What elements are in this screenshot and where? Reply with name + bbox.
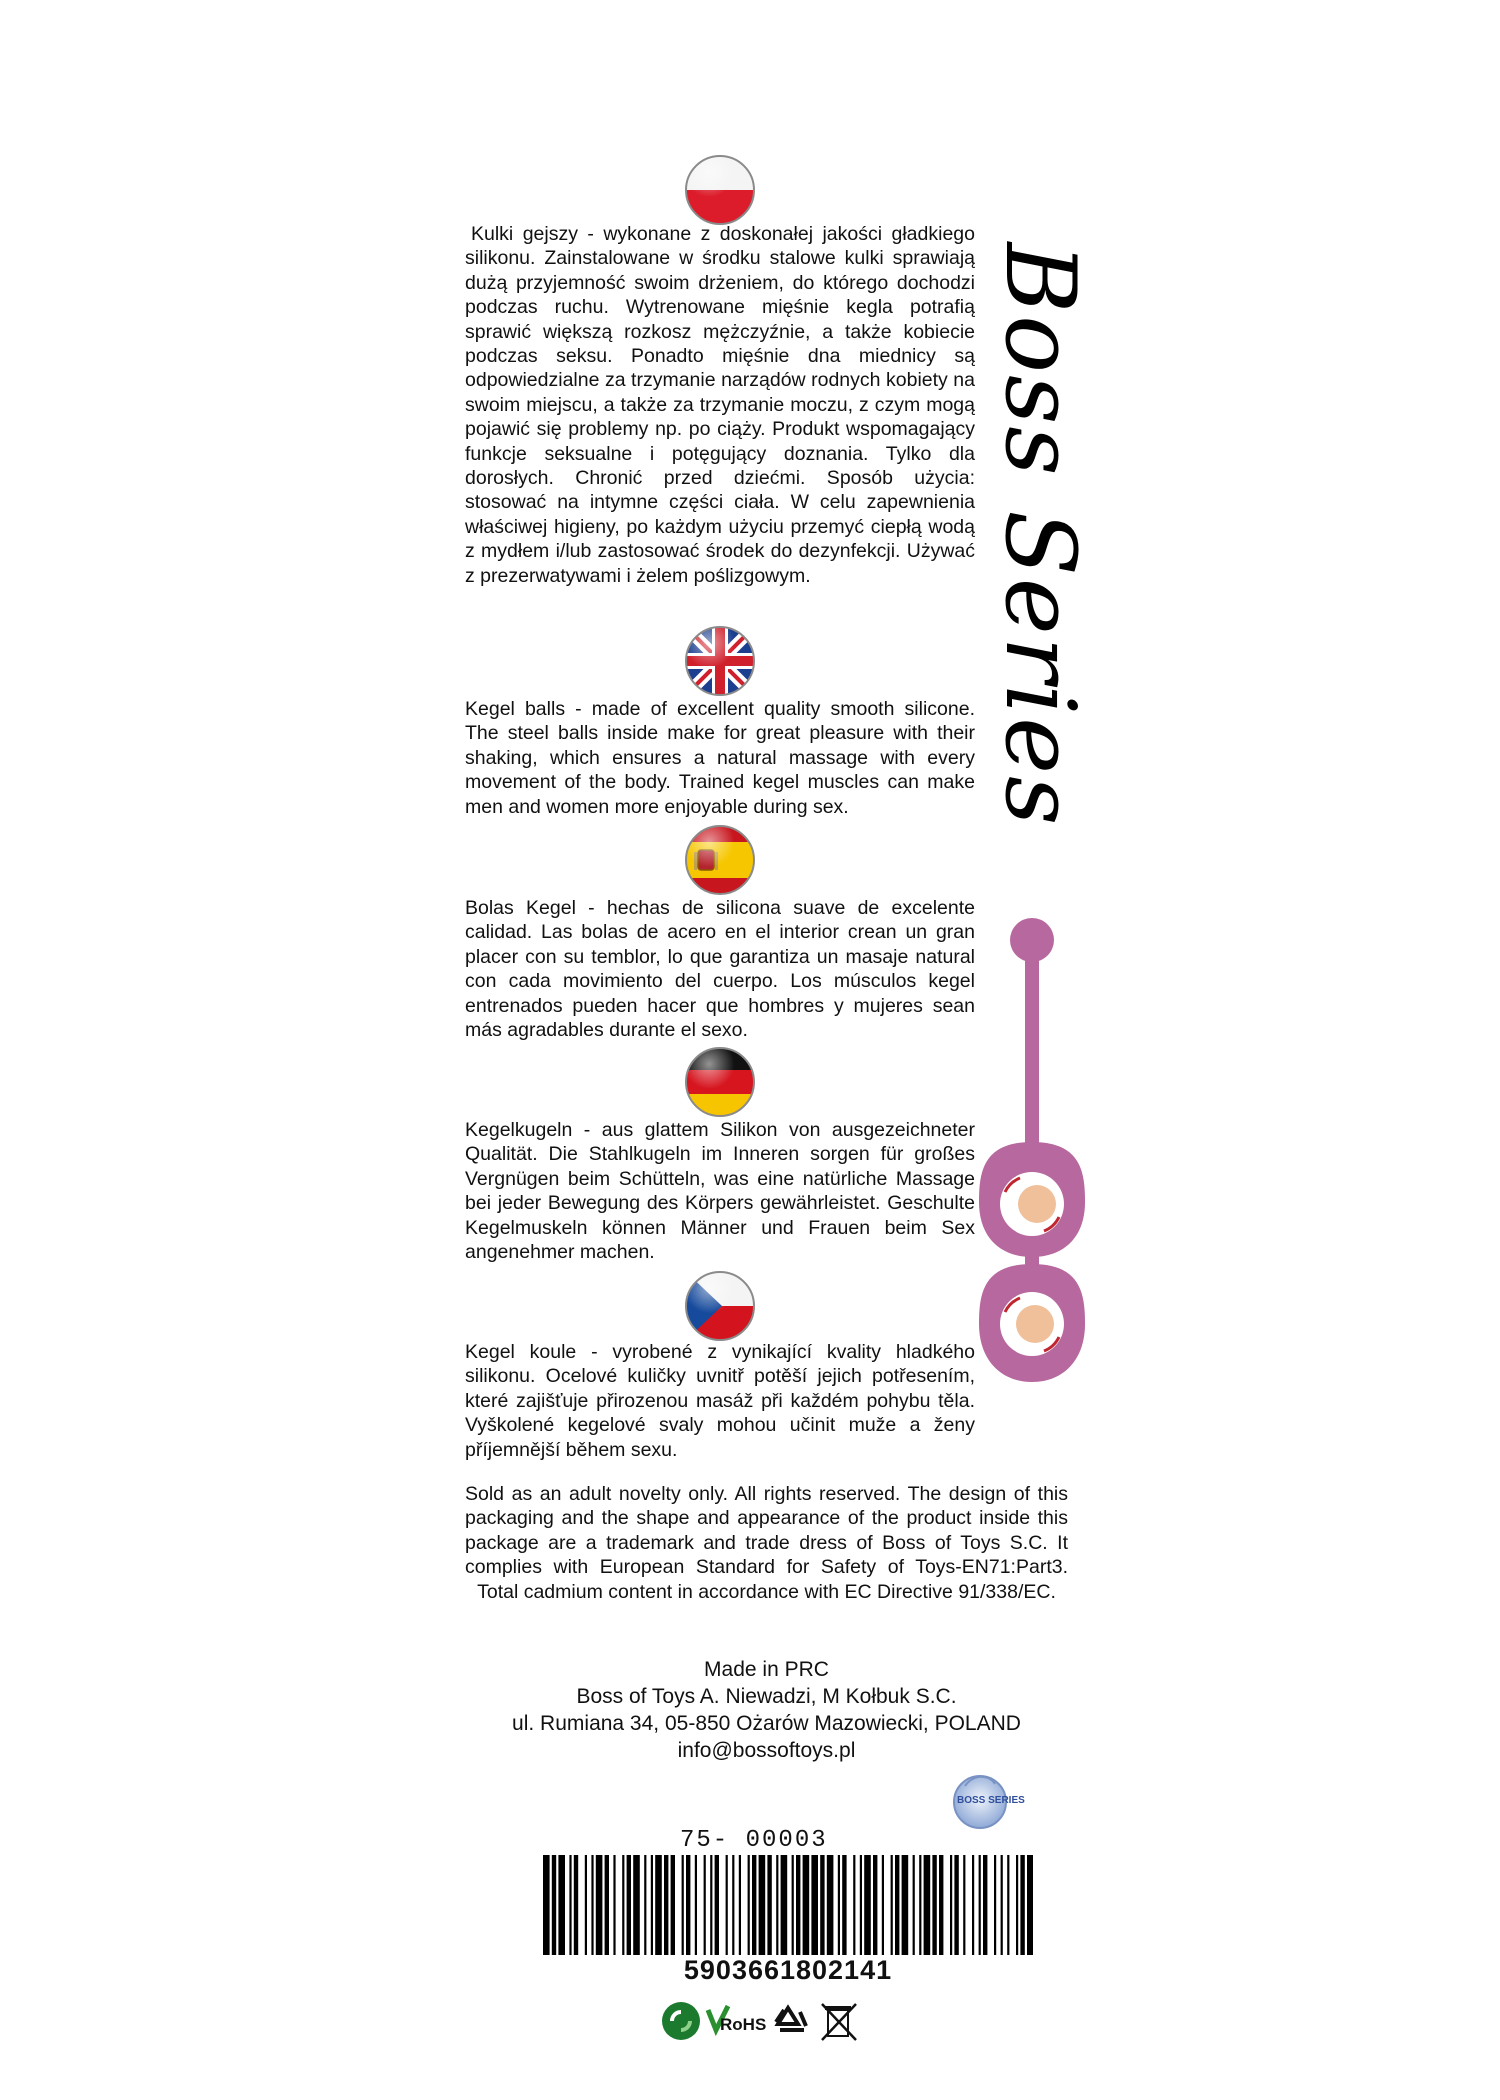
barcode-bar <box>710 1855 712 1955</box>
barcode-bar <box>569 1855 571 1955</box>
barcode-bar <box>671 1855 675 1955</box>
barcode-bar <box>853 1855 855 1955</box>
barcode-bar <box>950 1855 952 1955</box>
barcode-bar <box>1016 1855 1018 1955</box>
barcode-bar <box>591 1855 593 1955</box>
barcode-bar <box>748 1855 750 1955</box>
barcode-bar <box>682 1855 684 1955</box>
barcode-bar <box>972 1855 974 1955</box>
barcode-bar <box>704 1855 706 1955</box>
germany-flag-icon <box>684 1046 756 1118</box>
barcode-bar <box>994 1855 996 1955</box>
barcode-bar <box>827 1855 834 1955</box>
barcode-bar <box>605 1855 609 1955</box>
czech-description: Kegel koule - vyrobené z vynikající kvality hladkého silikonu. Ocelové kuličky uvnitř potěší jejich potřesením, které zajišťuje přirozenou masáž při každém pohybu těla. Vyškolené kegelové svaly mohou učinit muže a ženy příjemnější během sexu. <box>465 1341 975 1461</box>
barcode-bar <box>585 1855 587 1955</box>
green-dot-icon <box>662 2002 700 2040</box>
barcode-bar <box>715 1855 719 1955</box>
barcode-bar <box>796 1855 800 1955</box>
spain-flag-icon <box>684 824 756 896</box>
barcode-bar <box>726 1855 728 1955</box>
barcode-bar <box>732 1855 734 1955</box>
barcode-bar <box>919 1855 921 1955</box>
barcode-bar <box>803 1855 810 1955</box>
barcode-bar <box>902 1855 909 1955</box>
barcode-bar <box>552 1855 556 1955</box>
barcode-bar <box>860 1855 862 1955</box>
barcode-bar <box>695 1855 697 1955</box>
barcode-bar <box>924 1855 931 1955</box>
barcode-bar <box>792 1855 794 1955</box>
barcode-bar <box>633 1855 640 1955</box>
barcode-bar <box>891 1855 893 1955</box>
barcode-bar <box>838 1855 840 1955</box>
barcode-bar <box>558 1855 565 1955</box>
barcode-bar <box>963 1855 965 1955</box>
english-description: Kegel balls - made of excellent quality smooth silicone. The steel balls inside make for great pleasure with their shaking, which ensures a natural massage with every movement of the body. Trained kegel muscles can make men and women more enjoyable during sex. <box>465 698 975 818</box>
barcode-bar <box>651 1855 653 1955</box>
barcode-bar <box>939 1855 943 1955</box>
brand-script-logo: Boss Series <box>984 242 1096 828</box>
email-line: info@bossoftoys.pl <box>677 1739 856 1762</box>
legal-notice: Sold as an adult novelty only. All rights reserved. The design of this packaging and the shape and appearance of the product inside this package are a trademark and trade dress of Boss of Toys S.C. It complies with European Standard for Safety of Toys-EN71:Part3. Total cadmium content in accordance with EC Directive 91/338/EC. <box>465 1483 1068 1603</box>
czech-flag-icon <box>684 1270 756 1342</box>
svg-text:RoHS: RoHS <box>720 2015 767 2034</box>
barcode-bar <box>574 1855 578 1955</box>
address-line: ul. Rumiana 34, 05-850 Ożarów Mazowiecki, POLAND <box>512 1712 1021 1735</box>
barcode-bar <box>644 1855 646 1955</box>
rohs-icon <box>708 2006 766 2034</box>
barcode-bar <box>873 1855 877 1955</box>
barcode-bar <box>913 1855 915 1955</box>
barcode-bar <box>752 1855 756 1955</box>
german-description: Kegelkugeln - aus glattem Silikon von ausgezeichneter Qualität. Die Stahlkugeln im Inneren sorgen für großes Vergnügen beim Schütteln, was eine natürliche Massage bei jeder Bewegung des Körpers gewährleistet. Geschulte Kegelmuskeln können Männer und Frauen beim Sex angenehmer machen. <box>465 1119 975 1264</box>
barcode-bar <box>739 1855 741 1955</box>
barcode-bar <box>811 1855 818 1955</box>
uk-flag-icon <box>684 625 756 697</box>
barcode-bar <box>895 1855 899 1955</box>
barcode-bar <box>1007 1855 1009 1955</box>
product-code: 75- 00003 <box>680 1827 828 1854</box>
barcode-bar <box>864 1855 871 1955</box>
company-line: Boss of Toys A. Niewadzi, M Kołbuk S.C. <box>576 1685 957 1708</box>
made-in-line: Made in PRC <box>704 1658 829 1681</box>
polish-description: Kulki gejszy - wykonane z doskonałej jakości gładkiego silikonu. Zainstalowane w środku stalowe kulki sprawiają dużą przyjemność swoim drżeniem, do którego dochodzi podczas ruchu. Wytrenowane mięśnie kegla potrafią sprawić większą rozkosz mężczyźnie, a także kobiecie podczas seksu. Ponadto mięśnie dna miednicy są odpowiedzialne za trzymanie narządów rodnych kobiety na swoim miejscu, a także za trzymanie moczu, z czym mogą pojawić się problemy np. po ciąży. Produkt wspomagający funkcje seksualne i potęgujący doznania. Tylko dla dorosłych. Chronić przed dziećmi. Sposób użycia: stosować na intymne części ciała. W celu zapewnienia właściwej higieny, po każdym użyciu przemyć ciepłą wodą z mydłem i/lub zastosować środek do dezynfekcji. Używać z prezerwatywami i żelem poślizgowym. <box>465 223 975 587</box>
barcode-bar <box>664 1855 668 1955</box>
recycle-icon <box>776 2008 806 2030</box>
barcode-bar <box>543 1855 550 1955</box>
barcode-bar <box>776 1855 778 1955</box>
poland-flag-icon <box>684 154 756 226</box>
barcode-bar <box>596 1855 603 1955</box>
barcode-bar <box>622 1855 624 1955</box>
barcode-bar <box>613 1855 615 1955</box>
barcode-bar <box>1027 1855 1033 1955</box>
barcode-bar <box>820 1855 824 1955</box>
barcode-bar <box>882 1855 884 1955</box>
boss-series-small-logo: BOSS SERIES <box>945 1772 1035 1832</box>
barcode-bar <box>842 1855 846 1955</box>
weee-bin-icon <box>822 2004 856 2040</box>
barcode-bar <box>781 1855 788 1955</box>
barcode-bar <box>759 1855 766 1955</box>
barcode-bar <box>686 1855 690 1955</box>
barcode-bar <box>932 1855 936 1955</box>
barcode-bar <box>954 1855 958 1955</box>
barcode-bar <box>627 1855 631 1955</box>
barcode <box>543 1855 1033 1955</box>
barcode-bar <box>767 1855 771 1955</box>
barcode-number: 5903661802141 <box>683 1955 893 1985</box>
kegel-balls-illustration <box>975 912 1085 1397</box>
manufacturer-info <box>465 1656 1068 1764</box>
barcode-bar <box>1020 1855 1024 1955</box>
barcode-bar <box>655 1855 662 1955</box>
spanish-description: Bolas Kegel - hechas de silicona suave de excelente calidad. Las bolas de acero en el interior crean un gran placer con su temblor, lo que garantiza un masaje natural con cada movimiento del cuerpo. Los músculos kegel entrenados pueden hacer que hombres y mujeres sean más agradables durante el sexo. <box>465 897 975 1042</box>
barcode-bar <box>979 1855 981 1955</box>
barcode-bar <box>1001 1855 1003 1955</box>
compliance-symbols <box>660 2000 880 2042</box>
barcode-bar <box>983 1855 987 1955</box>
